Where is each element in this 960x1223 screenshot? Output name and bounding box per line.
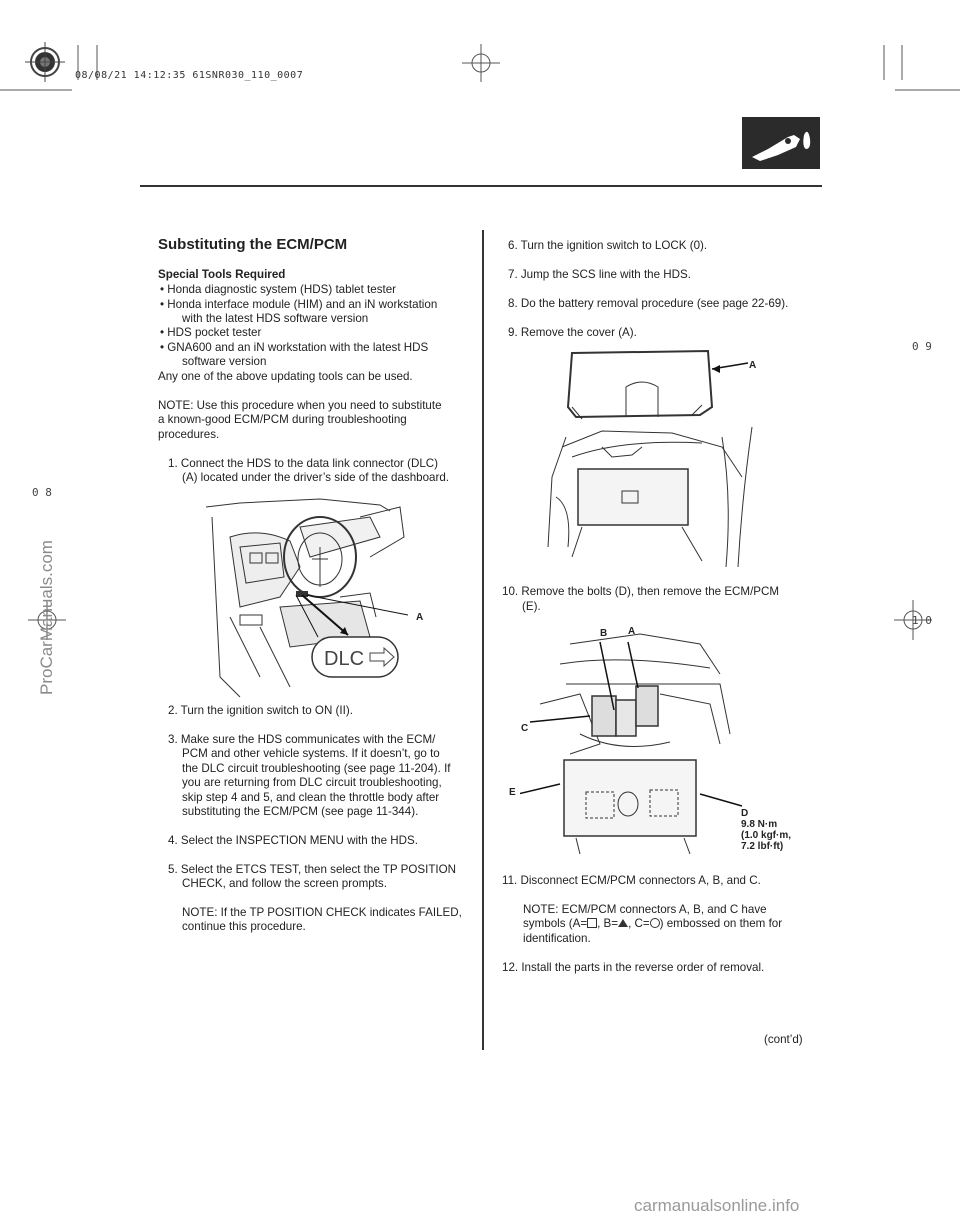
dlc-label: DLC bbox=[324, 648, 365, 670]
step-11-note-symbols bbox=[523, 917, 782, 932]
step-12: 12. Install the parts in the reverse order of removal. bbox=[502, 961, 765, 974]
tool-item: • GNA600 and an iN workstation with the latest HDS bbox=[160, 341, 429, 354]
square-symbol-icon bbox=[587, 918, 597, 928]
triangle-symbol-icon bbox=[618, 919, 628, 927]
print-stamp: 08/08/21 14:12:35 61SNR030_110_0007 bbox=[75, 70, 304, 81]
step-9: 9. Remove the cover (A). bbox=[508, 326, 637, 339]
fig1-label-a: A bbox=[416, 612, 424, 623]
tool-item: • Honda diagnostic system (HDS) tablet tester bbox=[160, 283, 397, 296]
fuel-nozzle-section-icon bbox=[742, 117, 820, 169]
step-10-cont: (E). bbox=[522, 600, 541, 613]
fig3-label-a: A bbox=[628, 626, 636, 637]
fig3-label-e: E bbox=[509, 787, 516, 798]
circle-symbol-icon bbox=[650, 918, 660, 928]
step-2: 2. Turn the ignition switch to ON (II). bbox=[168, 704, 353, 717]
step-3-cont: PCM and other vehicle systems. If it doesn’t, go to bbox=[182, 747, 440, 760]
step-11: 11. Disconnect ECM/PCM connectors A, B, and C. bbox=[502, 874, 761, 887]
ecm-removal-figure bbox=[520, 624, 770, 854]
bottom-watermark: carmanualsonline.info bbox=[634, 1196, 800, 1215]
column-divider bbox=[482, 230, 484, 1050]
any-one-text: Any one of the above updating tools can be used. bbox=[158, 370, 413, 383]
step-3-cont: the DLC circuit troubleshooting (see page 11-204). If bbox=[182, 762, 451, 775]
step-1: 1. Connect the HDS to the data link connector (DLC) bbox=[168, 457, 439, 470]
fig3-label-b: B bbox=[600, 628, 608, 639]
note-line: a known-good ECM/PCM during troubleshooting bbox=[158, 413, 407, 426]
section-title: Substituting the ECM/PCM bbox=[158, 236, 348, 253]
step-5: 5. Select the ETCS TEST, then select the TP POSITION bbox=[168, 863, 457, 876]
step-5-note: NOTE: If the TP POSITION CHECK indicates FAILED, bbox=[182, 906, 462, 919]
step-3-cont: skip step 4 and 5, and clean the throttle body after bbox=[182, 791, 440, 804]
note-line: NOTE: Use this procedure when you need to substitute bbox=[158, 399, 442, 412]
special-tools-heading: Special Tools Required bbox=[158, 268, 286, 281]
step-8: 8. Do the battery removal procedure (see page 22-69). bbox=[508, 297, 789, 310]
symbols-text: , B= bbox=[597, 917, 619, 930]
tool-item-cont: software version bbox=[182, 355, 267, 368]
cover-removal-figure bbox=[542, 347, 772, 572]
registration-target-icon bbox=[25, 42, 65, 82]
continued-label: (cont’d) bbox=[764, 1033, 803, 1046]
step-6: 6. Turn the ignition switch to LOCK (0). bbox=[508, 239, 708, 252]
step-3: 3. Make sure the HDS communicates with the ECM/ bbox=[168, 733, 436, 746]
torque-spec: 9.8 N·m bbox=[741, 819, 778, 830]
torque-spec: 7.2 lbf·ft) bbox=[741, 841, 784, 852]
tool-item: • Honda interface module (HIM) and an iN workstation bbox=[160, 298, 438, 311]
tool-item: • HDS pocket tester bbox=[160, 326, 262, 339]
side-mark-right-top: 0 9 bbox=[912, 340, 932, 353]
step-3-cont: substituting the ECM/PCM (see page 11-344). bbox=[182, 805, 419, 818]
tool-item-cont: with the latest HDS software version bbox=[182, 312, 369, 325]
side-mark-left: 0 8 bbox=[32, 486, 52, 499]
step-11-note-cont: identification. bbox=[523, 932, 591, 945]
side-mark-right-bottom: 1 0 bbox=[912, 614, 932, 627]
step-10: 10. Remove the bolts (D), then remove the ECM/PCM bbox=[502, 585, 780, 598]
note-line: procedures. bbox=[158, 428, 220, 441]
step-5-note-cont: continue this procedure. bbox=[182, 920, 306, 933]
symbols-text: , C= bbox=[628, 917, 650, 930]
step-7: 7. Jump the SCS line with the HDS. bbox=[508, 268, 692, 281]
fig3-label-d: D bbox=[741, 808, 749, 819]
symbols-text: symbols (A= bbox=[523, 917, 588, 930]
torque-spec: (1.0 kgf·m, bbox=[741, 830, 792, 841]
step-5-cont: CHECK, and follow the screen prompts. bbox=[182, 877, 387, 890]
step-11-note: NOTE: ECM/PCM connectors A, B, and C have bbox=[523, 903, 767, 916]
left-watermark: ProCarManuals.com bbox=[37, 540, 56, 695]
fig2-label-a: A bbox=[749, 360, 757, 371]
step-1-cont: (A) located under the driver’s side of the dashboard. bbox=[182, 471, 450, 484]
step-4: 4. Select the INSPECTION MENU with the HDS. bbox=[168, 834, 418, 847]
step-3-cont: you are returning from DLC circuit troubleshooting, bbox=[182, 776, 442, 789]
symbols-text: ) embossed on them for bbox=[659, 917, 783, 930]
fig3-label-c: C bbox=[521, 723, 529, 734]
header-rule bbox=[140, 185, 822, 187]
dashboard-dlc-figure bbox=[200, 497, 440, 702]
